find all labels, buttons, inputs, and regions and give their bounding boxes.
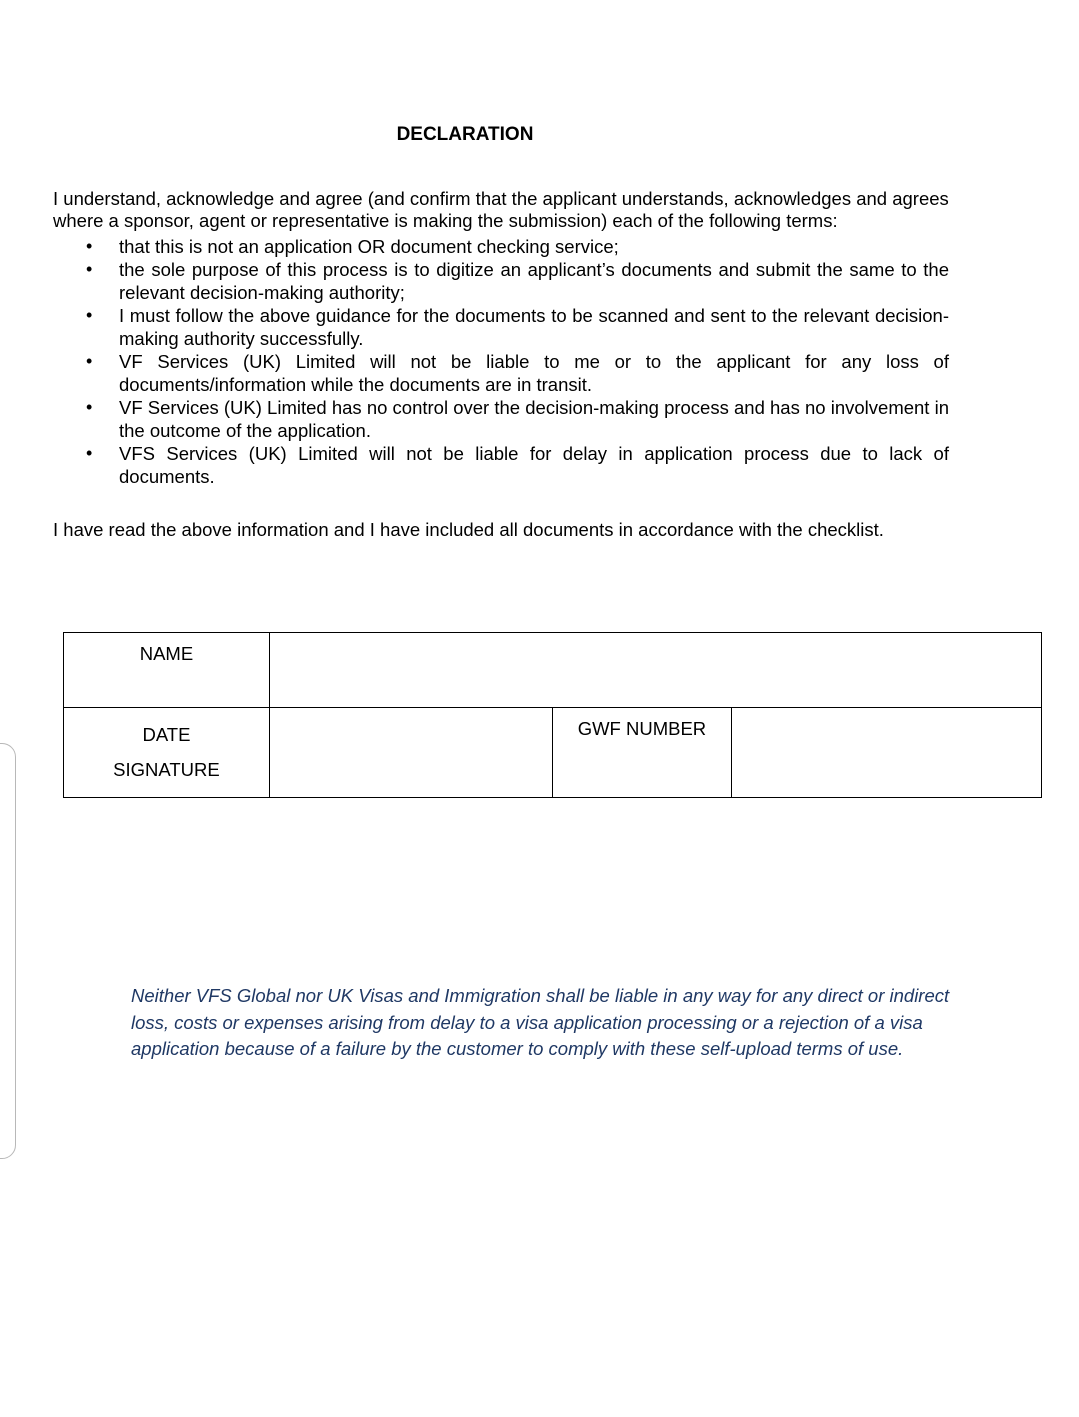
- intro-paragraph: I understand, acknowledge and agree (and confirm that the applicant understands, acknowledges and agrees where a sponsor, agent or representative is making the submission) each of the following terms:: [53, 188, 949, 231]
- name-row: [64, 633, 1042, 708]
- name-label: NAME: [64, 633, 270, 708]
- name-field[interactable]: [269, 633, 1041, 708]
- term-text: that this is not an application OR document checking service;: [119, 236, 619, 257]
- term-item: [53, 235, 949, 258]
- term-text: VFS Services (UK) Limited will not be liable for delay in application process due to lack of documents.: [119, 443, 949, 487]
- disclaimer-text: Neither VFS Global nor UK Visas and Immigration shall be liable in any way for any direct or indirect loss, costs or expenses arising from delay to a visa application processing or a rejection of a visa application because of a failure by the customer to comply with these self-upload terms of use.: [131, 985, 950, 1059]
- gwf-number-label: GWF NUMBER: [552, 708, 732, 798]
- side-frame-edge: [0, 743, 16, 1159]
- gwf-number-field[interactable]: [732, 708, 1042, 798]
- term-item: [53, 258, 949, 304]
- date-signature-row: [64, 708, 1042, 798]
- term-item: [53, 304, 949, 350]
- term-text: VF Services (UK) Limited will not be liable to me or to the applicant for any loss of documents/information while the documents are in transit.: [119, 351, 949, 395]
- date-signature-label: [64, 708, 270, 798]
- term-item: [53, 442, 949, 488]
- bullet-icon: •: [86, 397, 93, 417]
- date-signature-field[interactable]: [269, 708, 552, 798]
- bullet-icon: •: [86, 351, 93, 371]
- bullet-icon: •: [86, 443, 93, 463]
- bullet-icon: •: [86, 236, 93, 256]
- term-item: [53, 350, 949, 396]
- page-title: DECLARATION: [396, 124, 534, 145]
- confirmation-statement: I have read the above information and I have included all documents in accordance with the checklist.: [53, 519, 884, 540]
- terms-list: [53, 235, 949, 488]
- term-text: the sole purpose of this process is to digitize an applicant’s documents and submit the same to the relevant decision-making authority;: [119, 259, 949, 303]
- declaration-form-table: [63, 632, 1042, 798]
- term-item: [53, 396, 949, 442]
- bullet-icon: •: [86, 305, 93, 325]
- date-label: DATE: [142, 724, 191, 745]
- term-text: I must follow the above guidance for the documents to be scanned and sent to the relevant decision-making authority successfully.: [119, 305, 949, 349]
- bullet-icon: •: [86, 259, 93, 279]
- signature-label: SIGNATURE: [113, 759, 220, 780]
- term-text: VF Services (UK) Limited has no control over the decision-making process and has no involvement in the outcome of the application.: [119, 397, 949, 441]
